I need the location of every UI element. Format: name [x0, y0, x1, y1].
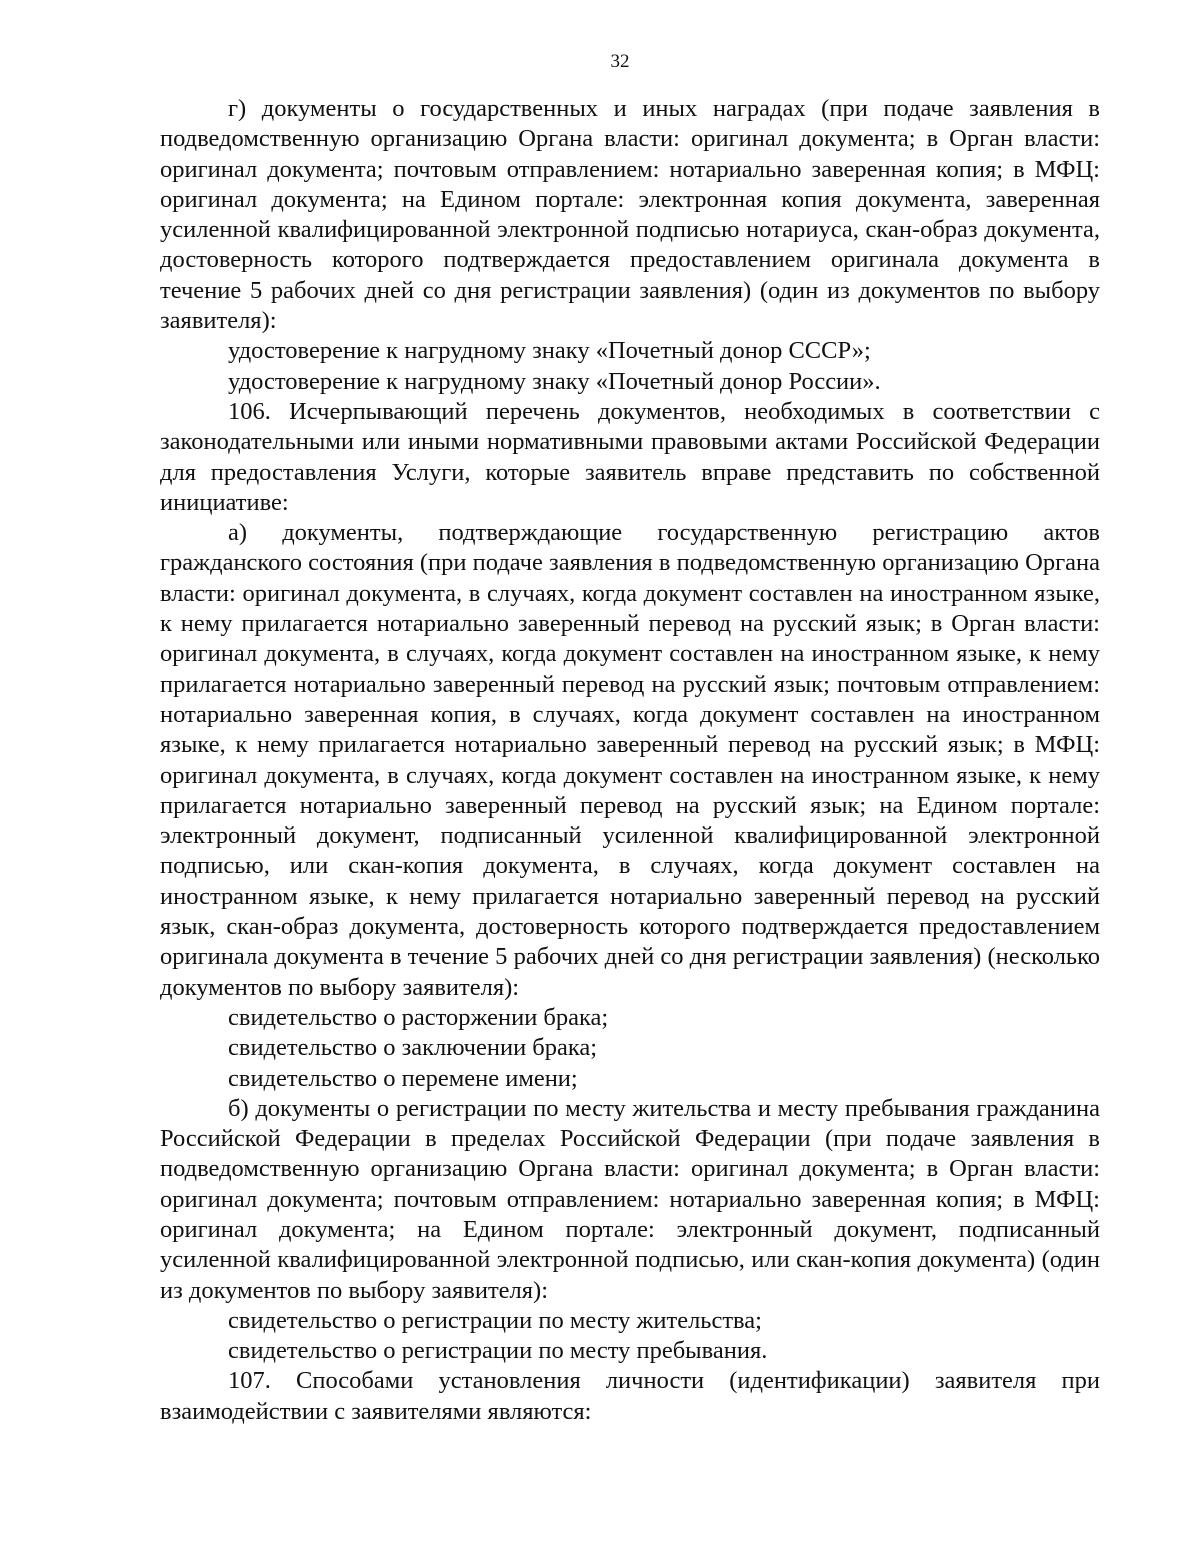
paragraph-g-awards: г) документы о государственных и иных наградах (при подаче заявления в подведомственную организацию Органа власти: оригинал документа; в Орган власти: оригинал документа; почтовым отправлением: нотариально заверенная копия; в МФЦ: оригинал документа; на Едином портале: электронная копия документа, заверенная усиленной квалифицированной электронной подписью нотариуса, скан-образ документа, достоверность которого подтверждается предоставлением оригинала документа в течение 5 рабочих дней со дня регистрации заявления) (один из документов по выбору заявителя):: [160, 95, 1100, 335]
list-item: свидетельство о расторжении брака;: [228, 1003, 609, 1031]
paragraph-b-registration: б) документы о регистрации по месту жительства и месту пребывания гражданина Российской Федерации в пределах Российской Федерации (при подаче заявления в подведомственную организацию Органа власти: оригинал документа; в Орган власти: оригинал документа; почтовым отправлением: нотариально заверенная копия; в МФЦ: оригинал документа; на Едином портале: электронный документ, подписанный усиленной квалифицированной электронной подписью, или скан-копия документа) (один из документов по выбору заявителя):: [160, 1094, 1100, 1304]
list-item: свидетельство о регистрации по месту пребывания.: [228, 1337, 768, 1365]
list-item: удостоверение к нагрудному знаку «Почетный донор России».: [228, 367, 881, 395]
paragraph-106: 106. Исчерпывающий перечень документов, необходимых в соответствии с законодательными или иными нормативными правовыми актами Российской Федерации для предоставления Услуги, которые заявитель вправе представить по собственной инициативе:: [160, 397, 1100, 516]
list-item: удостоверение к нагрудному знаку «Почетный донор СССР»;: [228, 337, 871, 365]
paragraph-a-civil-status: а) документы, подтверждающие государственную регистрацию актов гражданского состояния (при подаче заявления в подведомственную организацию Органа власти: оригинал документа, в случаях, когда документ составлен на иностранном языке, к нему прилагается нотариально заверенный перевод на русский язык; в Орган власти: оригинал документа, в случаях, когда документ составлен на иностранном языке, к нему прилагается нотариально заверенный перевод на русский язык; почтовым отправлением: нотариально заверенная копия, в случаях, когда документ составлен на иностранном языке, к нему прилагается нотариально заверенный перевод на русский язык; в МФЦ: оригинал документа, в случаях, когда документ составлен на иностранном языке, к нему прилагается нотариально заверенный перевод на русский язык; на Едином портале: электронный документ, подписанный усиленной квалифицированной электронной подписью, или скан-копия документа, в случаях, когда документ составлен на иностранном языке, к нему прилагается нотариально заверенный перевод на русский язык, скан-образ документа, достоверность которого подтверждается предоставлением оригинала документа в течение 5 рабочих дней со дня регистрации заявления) (несколько документов по выбору заявителя):: [160, 519, 1100, 1001]
list-item: свидетельство о регистрации по месту жительства;: [228, 1306, 762, 1334]
document-body: [160, 94, 1100, 1427]
page-number: 32: [610, 51, 630, 72]
paragraph-107: 107. Способами установления личности (идентификации) заявителя при взаимодействии с заявителями являются:: [160, 1367, 1100, 1425]
list-item: свидетельство о заключении брака;: [228, 1034, 598, 1062]
list-item: свидетельство о перемене имени;: [228, 1064, 578, 1092]
